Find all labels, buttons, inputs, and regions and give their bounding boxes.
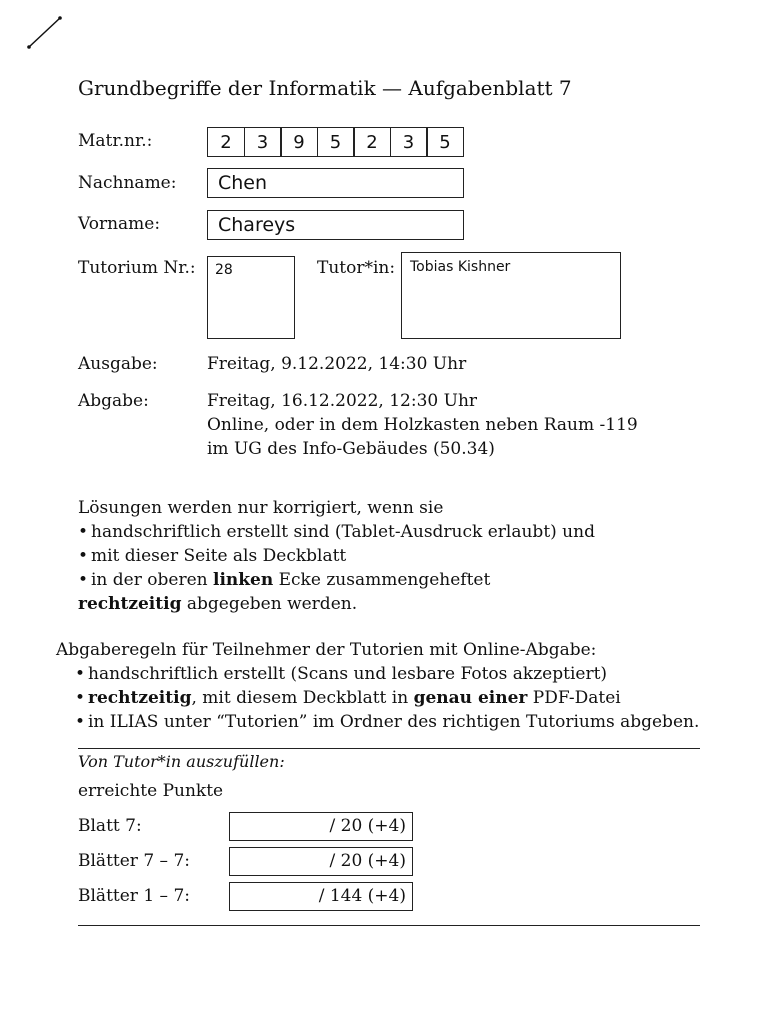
tutorium-label: Tutorium Nr.: bbox=[78, 258, 196, 278]
abgabe-label: Abgabe: bbox=[78, 391, 149, 411]
rule-item bbox=[75, 686, 699, 710]
abgabe-line: Freitag, 16.12.2022, 12:30 Uhr bbox=[207, 391, 478, 411]
matr-digit[interactable]: 3 bbox=[390, 127, 428, 157]
ausgabe-label: Ausgabe: bbox=[78, 354, 158, 374]
divider-top bbox=[78, 748, 700, 749]
matr-number-field[interactable] bbox=[207, 127, 464, 157]
matr-label: Matr.nr.: bbox=[78, 131, 153, 151]
correction-rules bbox=[78, 496, 595, 616]
vorname-field[interactable] bbox=[207, 210, 464, 240]
ausgabe-value: Freitag, 9.12.2022, 14:30 Uhr bbox=[207, 354, 467, 374]
matr-digit[interactable]: 5 bbox=[317, 127, 355, 157]
tutor-label: Tutor*in: bbox=[317, 258, 396, 278]
correction-rules-outro bbox=[78, 592, 595, 616]
rule-text: abgegeben werden. bbox=[181, 594, 358, 614]
divider-bottom bbox=[78, 925, 700, 926]
score-row-label: Blatt 7: bbox=[78, 816, 142, 836]
tutorium-field[interactable] bbox=[207, 256, 295, 339]
online-rules bbox=[56, 638, 699, 734]
score-field[interactable]: / 144 (+4) bbox=[229, 882, 413, 911]
rule-text: PDF-Datei bbox=[527, 688, 621, 708]
rule-item: • handschriftlich erstellt sind (Tablet-Ausdruck erlaubt) und bbox=[78, 520, 595, 544]
rule-emphasis: rechtzeitig bbox=[78, 594, 182, 614]
nachname-label: Nachname: bbox=[78, 173, 177, 193]
score-field[interactable]: / 20 (+4) bbox=[229, 812, 413, 841]
abgabe-value bbox=[207, 389, 638, 461]
rule-text: in der oberen bbox=[91, 570, 213, 590]
nachname-field[interactable] bbox=[207, 168, 464, 198]
staple-mark-icon bbox=[26, 14, 66, 54]
matr-digit[interactable]: 9 bbox=[280, 127, 318, 157]
points-label: erreichte Punkte bbox=[78, 781, 224, 801]
rule-text: , mit diesem Deckblatt in bbox=[191, 688, 414, 708]
tutor-section-heading: Von Tutor*in auszufüllen: bbox=[78, 752, 285, 771]
correction-rules-intro: Lösungen werden nur korrigiert, wenn sie bbox=[78, 498, 444, 518]
rule-text: Ecke zusammengeheftet bbox=[273, 570, 491, 590]
vorname-value: Chareys bbox=[218, 214, 296, 236]
tutor-value: Tobias Kishner bbox=[410, 259, 511, 275]
score-row-label: Blätter 1 – 7: bbox=[78, 886, 190, 906]
matr-digit[interactable]: 3 bbox=[244, 127, 282, 157]
score-row-label: Blätter 7 – 7: bbox=[78, 851, 190, 871]
rule-item: • in ILIAS unter “Tutorien” im Ordner des richtigen Tutoriums abgeben. bbox=[75, 710, 699, 734]
rule-item bbox=[78, 568, 595, 592]
rule-item: • handschriftlich erstellt (Scans und lesbare Fotos akzeptiert) bbox=[75, 662, 699, 686]
rule-emphasis: genau einer bbox=[413, 688, 528, 708]
matr-digit[interactable]: 2 bbox=[207, 127, 245, 157]
matr-digit[interactable]: 2 bbox=[353, 127, 391, 157]
score-field[interactable]: / 20 (+4) bbox=[229, 847, 413, 876]
tutorium-value: 28 bbox=[215, 262, 233, 278]
online-rules-intro: Abgaberegeln für Teilnehmer der Tutorien mit Online-Abgabe: bbox=[56, 640, 597, 660]
rule-emphasis: linken bbox=[212, 570, 274, 590]
page-title: Grundbegriffe der Informatik — Aufgabenblatt 7 bbox=[78, 76, 572, 100]
rule-emphasis: rechtzeitig bbox=[88, 688, 192, 708]
abgabe-line: Online, oder in dem Holzkasten neben Raum -119 bbox=[207, 415, 638, 435]
rule-item: • mit dieser Seite als Deckblatt bbox=[78, 544, 595, 568]
matr-digit[interactable]: 5 bbox=[426, 127, 464, 157]
abgabe-line: im UG des Info-Gebäudes (50.34) bbox=[207, 439, 495, 459]
vorname-label: Vorname: bbox=[78, 214, 161, 234]
nachname-value: Chen bbox=[218, 172, 268, 194]
tutor-field[interactable] bbox=[401, 252, 621, 339]
